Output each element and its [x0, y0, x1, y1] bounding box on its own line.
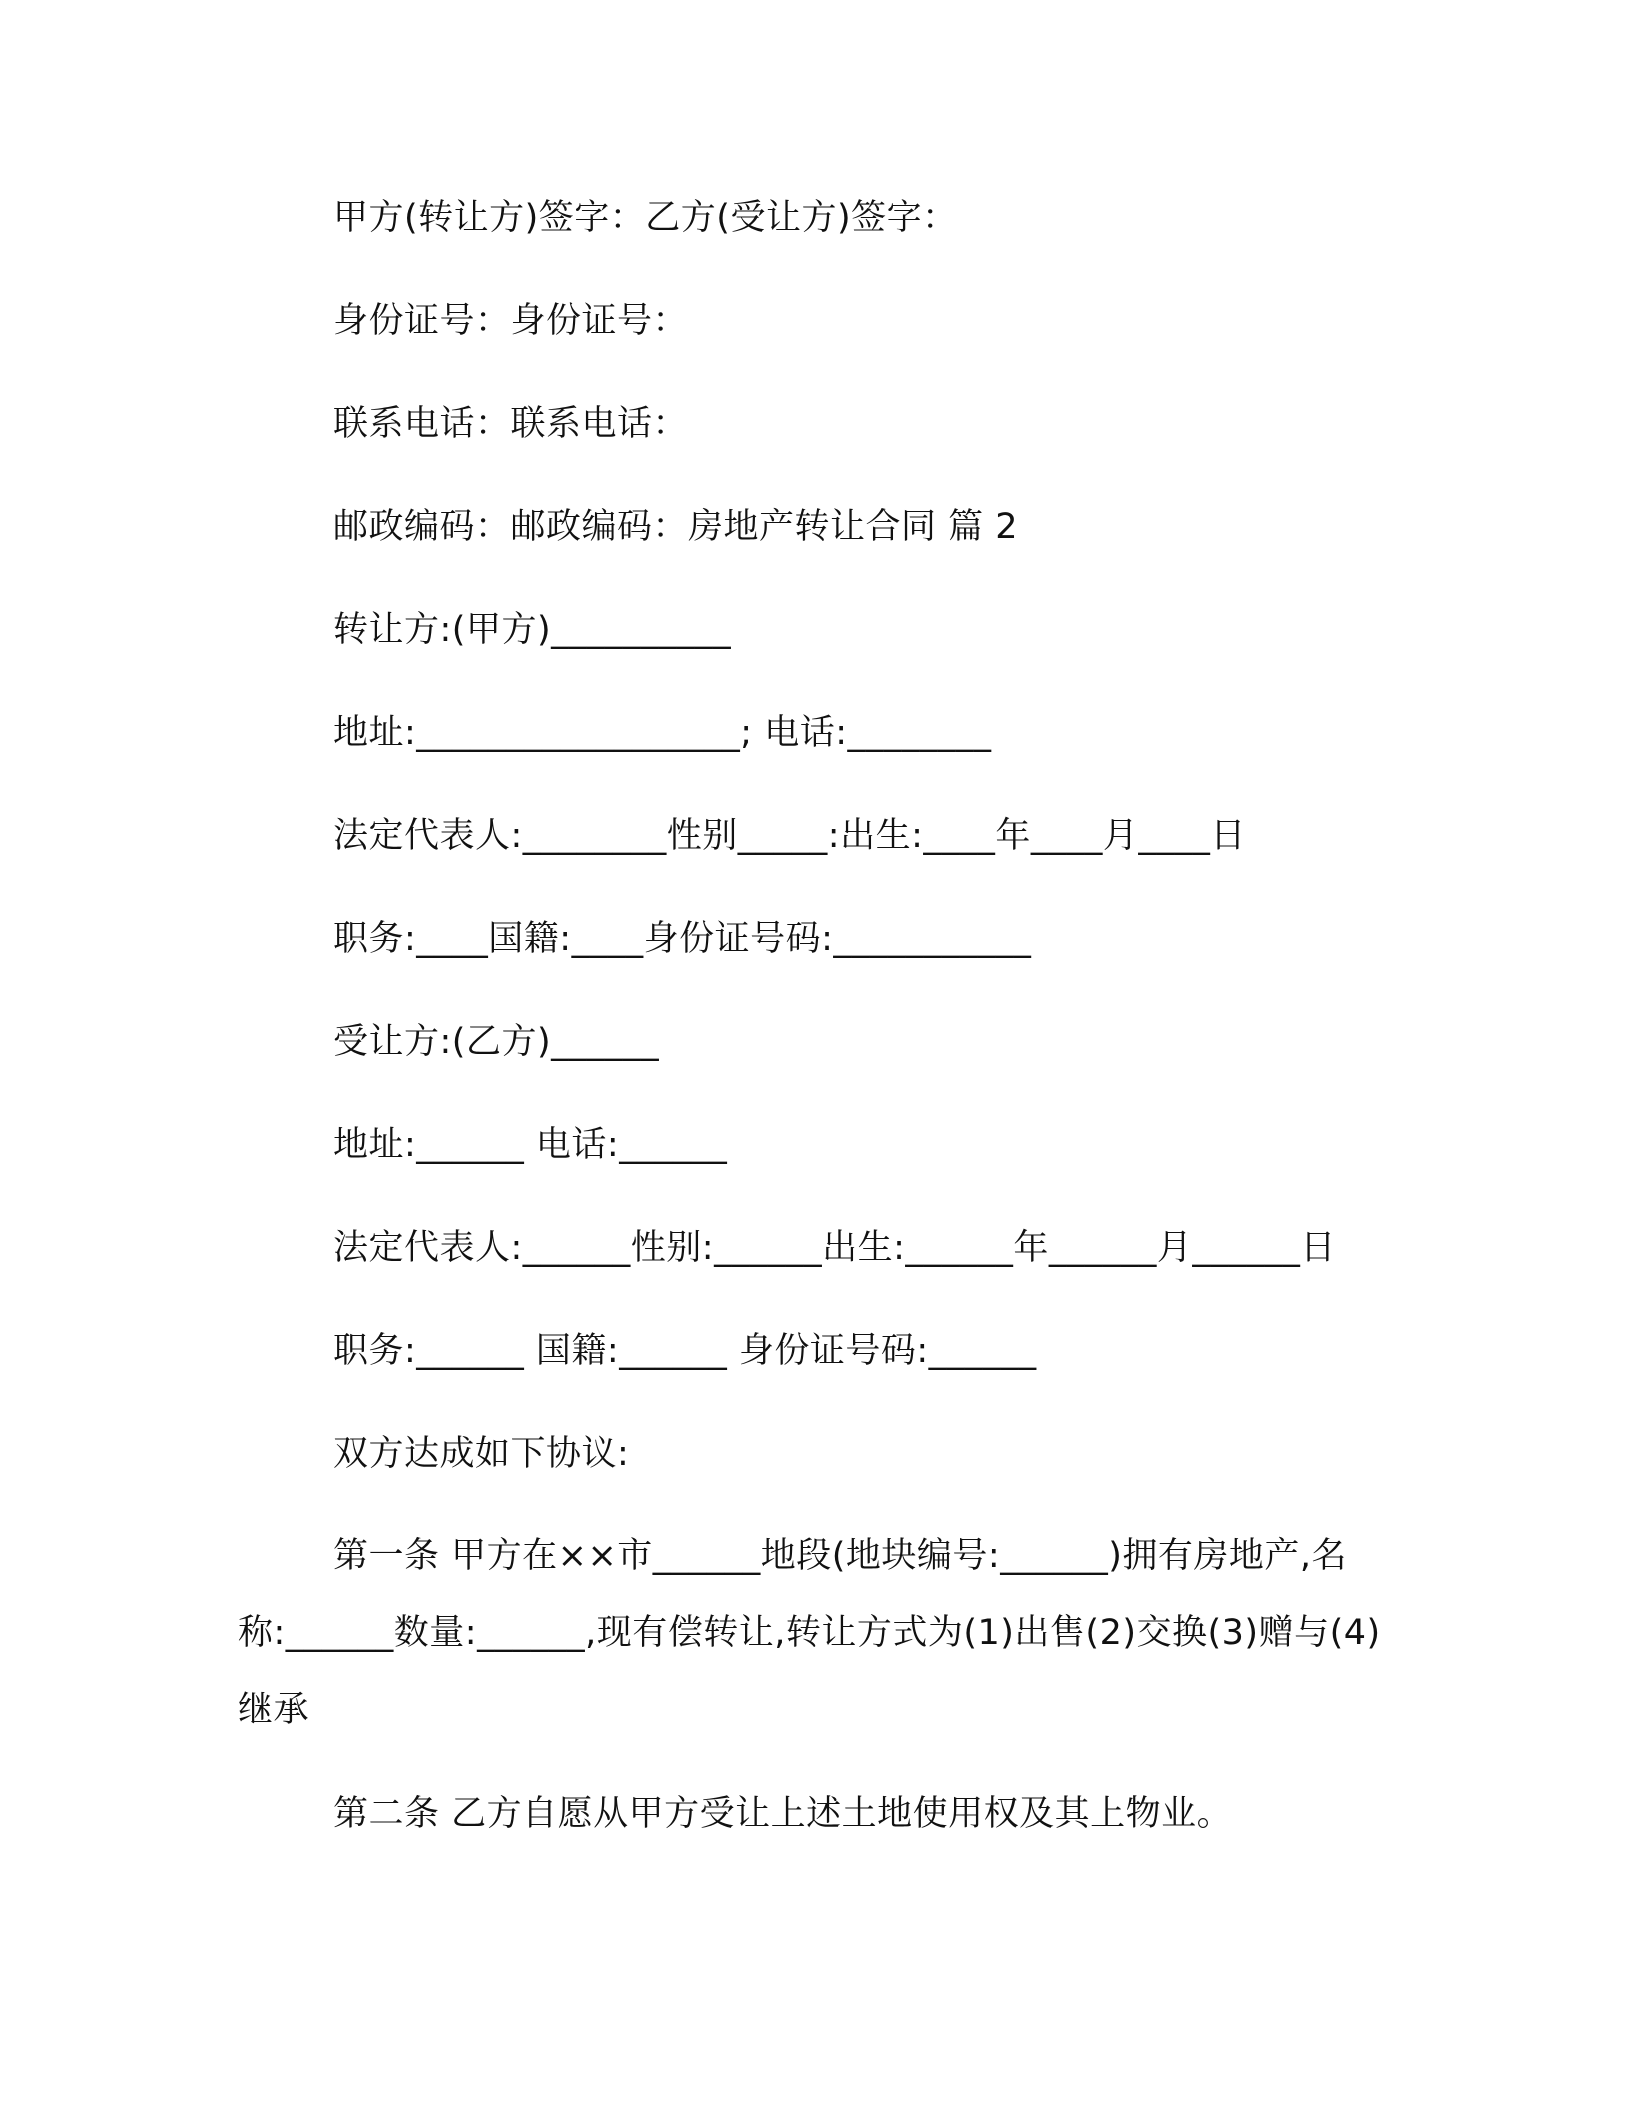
article-one-paragraph: 第一条 甲方在××市______地段(地块编号:______)拥有房地产,名称:______数量:______,现有偿转让,转让方式为(1)出售(2)交换(3)赠与(4)继承	[238, 1536, 1381, 1730]
transferor-address-line: 地址:__________________; 电话:________	[333, 713, 992, 753]
agreement-intro-line: 双方达成如下协议:	[333, 1434, 630, 1474]
transferor-representative-line: 法定代表人:________性别_____:出生:____年____月____日	[333, 816, 1246, 856]
transferee-position-line: 职务:______ 国籍:______ 身份证号码:______	[333, 1331, 1037, 1371]
article-two-paragraph: 第二条 乙方自愿从甲方受让上述土地使用权及其上物业。	[333, 1794, 1233, 1834]
signature-line: 甲方(转让方)签字：乙方(受让方)签字：	[333, 198, 958, 238]
phone-line: 联系电话：联系电话：	[333, 404, 689, 444]
transferee-representative-line: 法定代表人:______性别:______出生:______年______月______日	[333, 1228, 1336, 1268]
transferee-address-line: 地址:______ 电话:______	[333, 1125, 728, 1165]
id-number-line: 身份证号：身份证号：	[333, 301, 689, 341]
transferee-line: 受让方:(乙方)______	[333, 1022, 660, 1062]
postal-code-and-title-line: 邮政编码：邮政编码：房地产转让合同 篇 2	[333, 507, 1019, 547]
transferor-line: 转让方:(甲方)__________	[333, 610, 732, 650]
transferor-position-line: 职务:____国籍:____身份证号码:___________	[333, 919, 1032, 959]
